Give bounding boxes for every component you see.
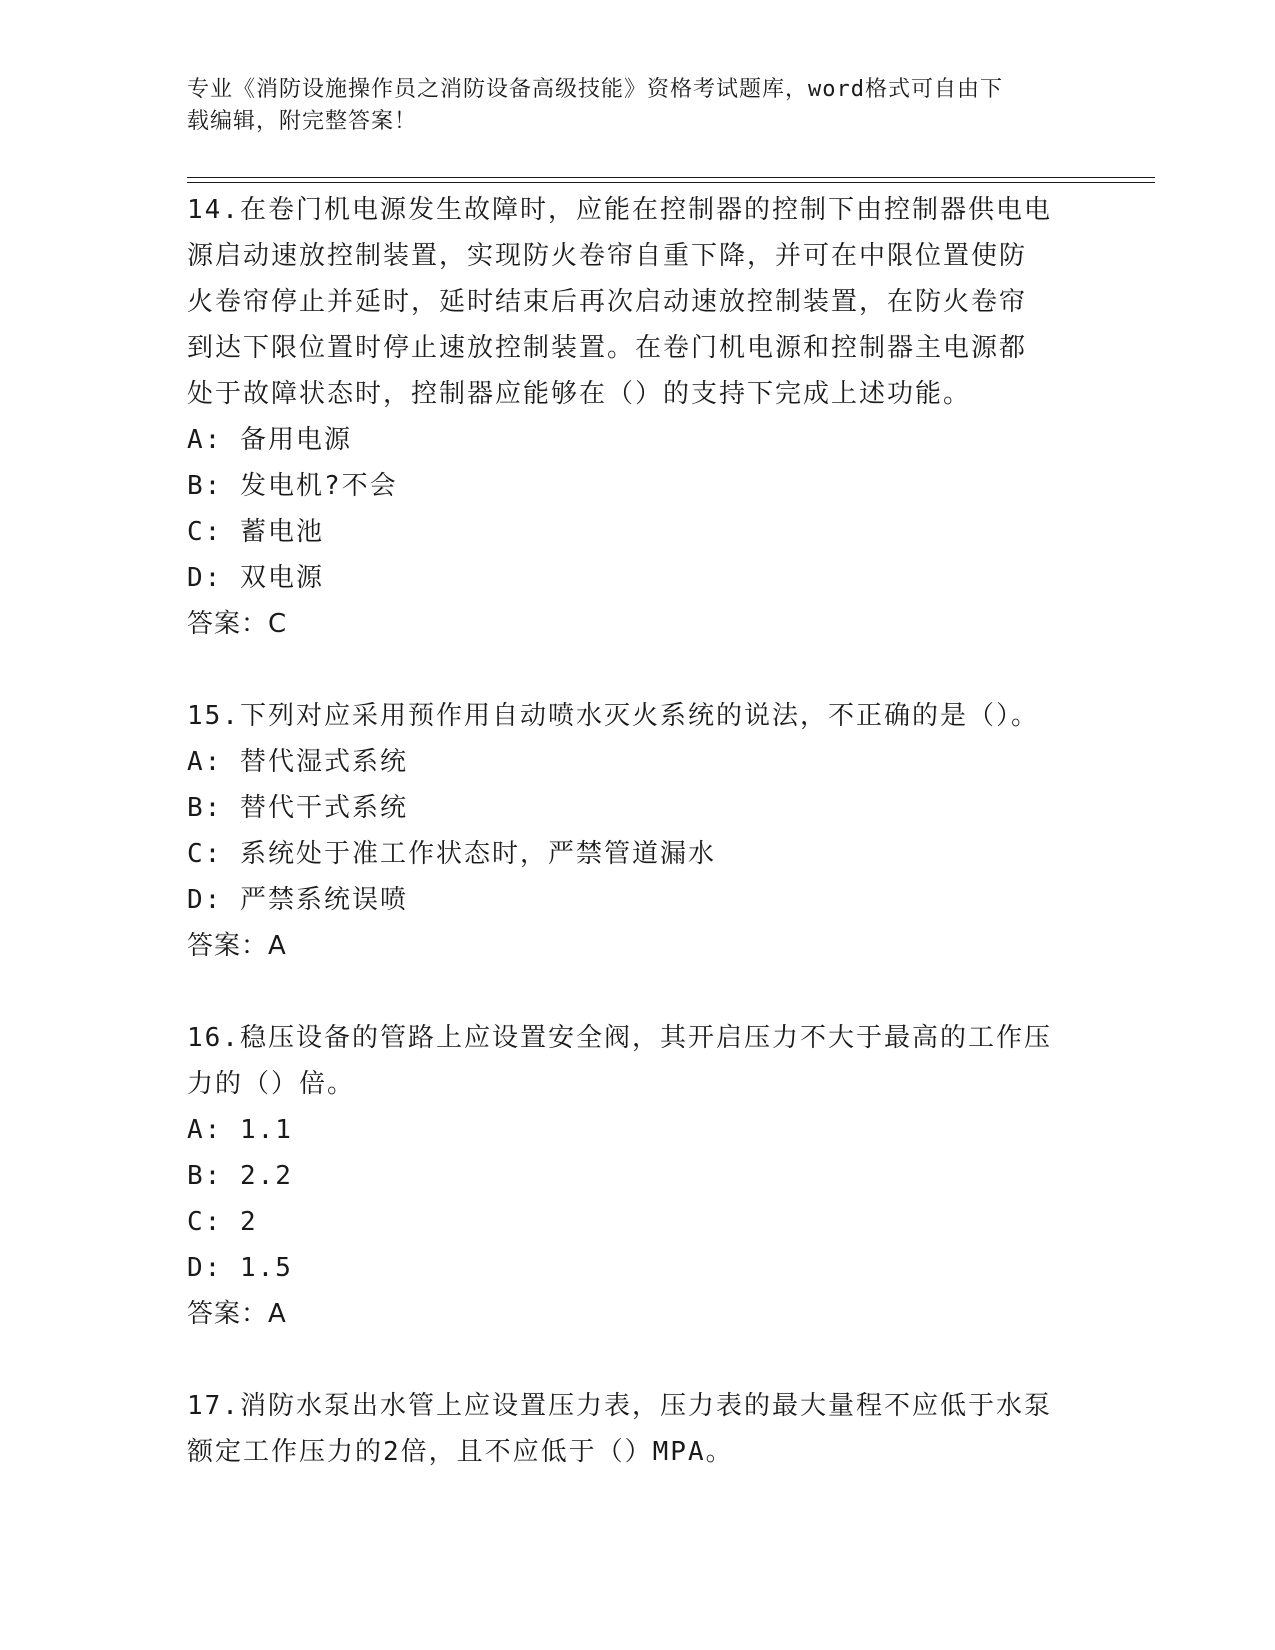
header-line-1: 专业《消防设施操作员之消防设备高级技能》资格考试题库，word格式可自由下 (187, 77, 1003, 102)
option-d: D: 双电源 (187, 563, 324, 593)
question-text: 16.稳压设备的管路上应设置安全阀，其开启压力不大于最高的工作压 力的（）倍。 (187, 1023, 1052, 1099)
option-a: A: 替代湿式系统 (187, 747, 408, 777)
answer: 答案：C (187, 609, 288, 639)
header-line-2: 载编辑，附完整答案！ (187, 109, 418, 134)
option-b: B: 2.2 (187, 1161, 293, 1191)
option-b: B: 发电机?不会 (187, 471, 398, 501)
document-header (187, 74, 1087, 138)
question-16 (187, 1015, 1087, 1337)
answer: 答案：A (187, 931, 287, 961)
option-c: C: 系统处于准工作状态时，严禁管道漏水 (187, 839, 716, 869)
question-text: 15.下列对应采用预作用自动喷水灭火系统的说法，不正确的是（）。 (187, 701, 1039, 731)
option-a: A: 备用电源 (187, 425, 352, 455)
option-b: B: 替代干式系统 (187, 793, 408, 823)
header-divider-bottom (187, 182, 1155, 183)
option-c: C: 2 (187, 1207, 258, 1237)
question-14 (187, 187, 1087, 647)
question-text: 14.在卷门机电源发生故障时，应能在控制器的控制下由控制器供电电 源启动速放控制装置，实现防火卷帘自重下降，并可在中限位置使防 火卷帘停止并延时，延时结束后再次启动速放控制装置，在防火卷帘 到达下限位置时停止速放控制装置。在卷门机电源和控制器主电源都 处于故障状态时，控制器应能够在（）的支持下完成上述功能。 (187, 195, 1052, 409)
question-15 (187, 693, 1087, 969)
option-c: C: 蓄电池 (187, 517, 324, 547)
question-17 (187, 1383, 1087, 1475)
answer: 答案：A (187, 1299, 287, 1329)
question-list (187, 187, 1087, 1521)
option-a: A: 1.1 (187, 1115, 293, 1145)
option-d: D: 1.5 (187, 1253, 293, 1283)
option-d: D: 严禁系统误喷 (187, 885, 408, 915)
question-text: 17.消防水泵出水管上应设置压力表，压力表的最大量程不应低于水泵 额定工作压力的2倍，且不应低于（）MPA。 (187, 1391, 1052, 1467)
header-divider-top (187, 177, 1155, 178)
